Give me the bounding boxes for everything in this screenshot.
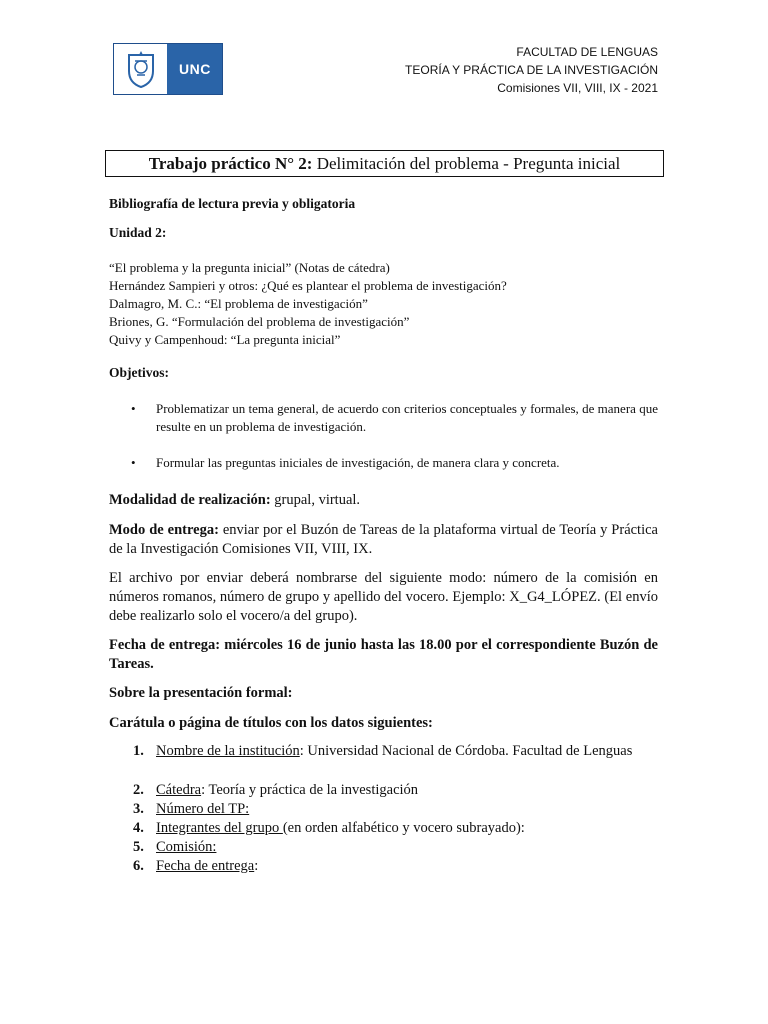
list-item: Hernández Sampieri y otros: ¿Qué es plantear el problema de investigación? bbox=[109, 278, 507, 293]
unit-heading: Unidad 2: bbox=[109, 225, 167, 240]
objectives-heading: Objetivos: bbox=[109, 365, 169, 380]
header-faculty: FACULTAD DE LENGUAS bbox=[516, 45, 658, 59]
list-item: Dalmagro, M. C.: “El problema de investigación” bbox=[109, 296, 368, 311]
bibliography-heading: Bibliografía de lectura previa y obligatoria bbox=[109, 196, 356, 211]
cover-heading: Carátula o página de títulos con los datos siguientes: bbox=[109, 715, 433, 731]
unc-logo bbox=[113, 43, 223, 95]
title-bold: Trabajo práctico N° 2: bbox=[148, 153, 313, 173]
list-item: Briones, G. “Formulación del problema de investigación” bbox=[109, 314, 410, 329]
logo-brand-text: UNC bbox=[167, 44, 222, 94]
objective-item: • Formular las preguntas iniciales de investigación, de manera clara y concreta. bbox=[131, 455, 560, 470]
modality-value: grupal, virtual. bbox=[270, 492, 361, 508]
cover-item: 2. Cátedra: Teoría y práctica de la investigación bbox=[133, 782, 419, 798]
page-title bbox=[105, 150, 664, 177]
delivery-mode-value: enviar por el Buzón de Tareas de la plataforma virtual de Teoría y Práctica de la Investigación Comisiones VII, VIII, IX. bbox=[109, 522, 658, 557]
university-seal-icon bbox=[114, 44, 167, 94]
file-naming-paragraph: El archivo por enviar deberá nombrarse del siguiente modo: número de la comisión en números romanos, número de grupo y apellido del vocero. Ejemplo: X_G4_LÓPEZ. (El envío debe realizarlo solo el vocero/a del grupo). bbox=[109, 570, 658, 624]
title-rest: Delimitación del problema - Pregunta inicial bbox=[312, 153, 621, 173]
delivery-mode-label: Modo de entrega: bbox=[109, 522, 219, 538]
delivery-mode-paragraph bbox=[109, 521, 658, 559]
header-course: TEORÍA Y PRÁCTICA DE LA INVESTIGACIÓN bbox=[405, 63, 658, 77]
modality-paragraph bbox=[109, 491, 658, 510]
bullet-icon: • bbox=[131, 455, 136, 470]
cover-item: 6. Fecha de entrega: bbox=[133, 858, 259, 874]
cover-item: 1. Nombre de la institución: Universidad Nacional de Córdoba. Facultad de Lenguas bbox=[133, 743, 633, 759]
objective-item: • Problematizar un tema general, de acuerdo con criterios conceptuales y formales, de manera que resulte en un problema de investigación. bbox=[131, 401, 658, 434]
cover-item: 5. Comisión: bbox=[133, 839, 217, 855]
list-item: “El problema y la pregunta inicial” (Notas de cátedra) bbox=[109, 260, 390, 275]
bibliography-list bbox=[109, 259, 657, 349]
due-date-paragraph: Fecha de entrega: miércoles 16 de junio hasta las 18.00 por el correspondiente Buzón de Tareas. bbox=[109, 637, 658, 672]
header-commissions: Comisiones VII, VIII, IX - 2021 bbox=[497, 81, 658, 95]
cover-item: 4. Integrantes del grupo (en orden alfabético y vocero subrayado): bbox=[133, 820, 525, 836]
presentation-heading: Sobre la presentación formal: bbox=[109, 685, 293, 701]
list-item: Quivy y Campenhoud: “La pregunta inicial” bbox=[109, 332, 341, 347]
document-header bbox=[405, 43, 658, 97]
bullet-icon: • bbox=[131, 401, 136, 416]
modality-label: Modalidad de realización: bbox=[109, 492, 271, 508]
cover-item: 3. Número del TP: bbox=[133, 801, 250, 817]
